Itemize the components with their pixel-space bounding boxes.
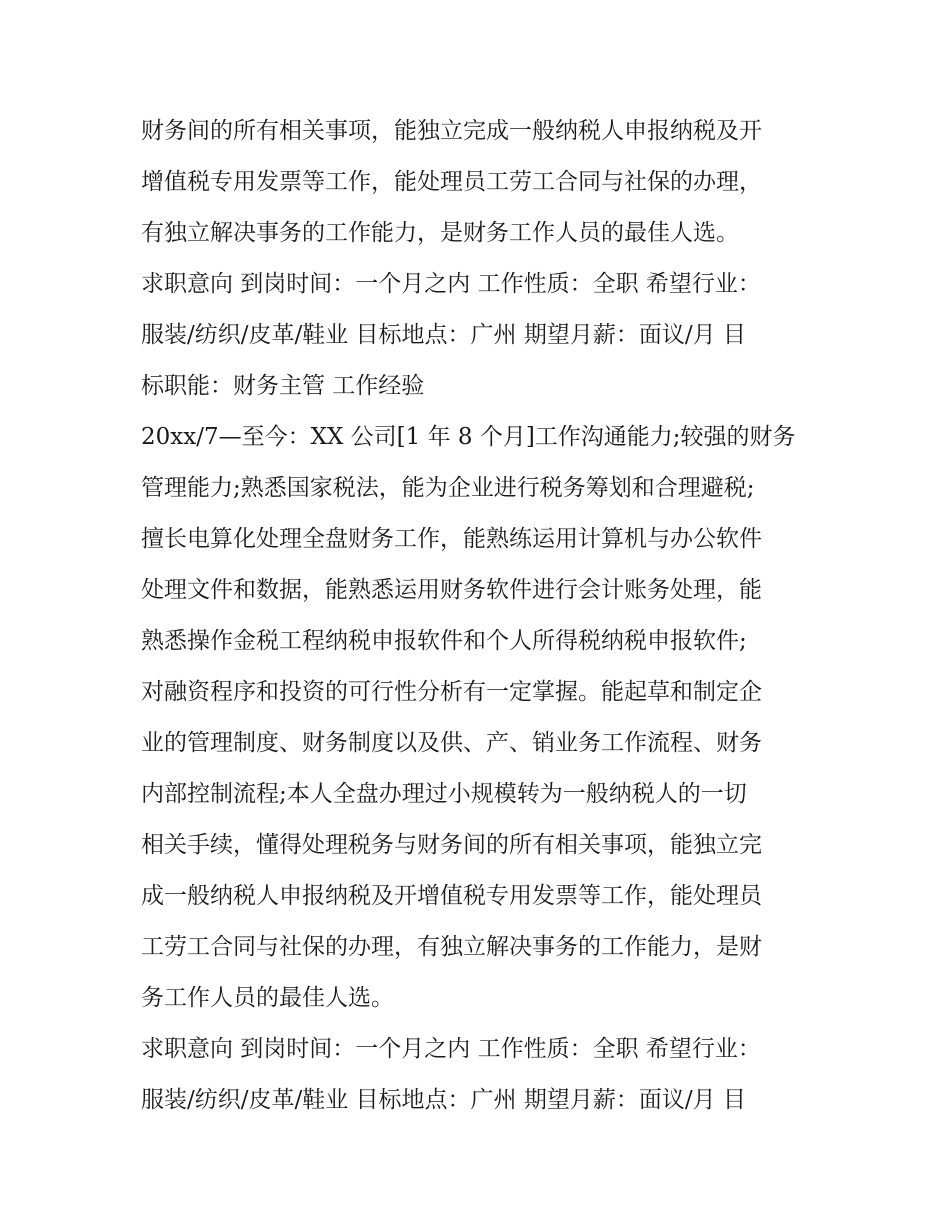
text-line: 标职能：财务主管 工作经验: [141, 373, 425, 399]
text-line: 求职意向 到岗时间：一个月之内 工作性质：全职 希望行业：: [141, 271, 761, 297]
text-line: 务工作人员的最佳人选。: [141, 985, 394, 1011]
text-line: 擅长电算化处理全盘财务工作，能熟练运用计算机与办公软件: [141, 526, 762, 552]
document-body: [141, 106, 821, 1126]
text-line: 求职意向 到岗时间：一个月之内 工作性质：全职 希望行业：: [141, 1036, 761, 1062]
text-line: 财务间的所有相关事项，能独立完成一般纳税人申报纳税及开: [141, 118, 762, 144]
text-line: 20xx/7—至今：XX 公司[1 年 8 个月]工作沟通能力;较强的财务: [141, 424, 796, 450]
text-line: 管理能力;熟悉国家税法，能为企业进行税务筹划和合理避税;: [141, 475, 755, 501]
text-line: 熟悉操作金税工程纳税申报软件和个人所得税纳税申报软件;: [141, 628, 747, 654]
text-line: 处理文件和数据，能熟悉运用财务软件进行会计账务处理，能: [141, 577, 762, 603]
text-line: 增值税专用发票等工作，能处理员工劳工合同与社保的办理，: [141, 169, 762, 195]
text-line: 对融资程序和投资的可行性分析有一定掌握。能起草和制定企: [141, 679, 762, 705]
text-line: 服装/纺织/皮革/鞋业 目标地点：广州 期望月薪：面议/月 目: [141, 322, 746, 348]
text-line: 内部控制流程;本人全盘办理过小规模转为一般纳税人的一切: [141, 781, 747, 807]
text-line: 成一般纳税人申报纳税及开增值税专用发票等工作，能处理员: [141, 883, 762, 909]
text-line: 服装/纺织/皮革/鞋业 目标地点：广州 期望月薪：面议/月 目: [141, 1087, 746, 1113]
text-line: 业的管理制度、财务制度以及供、产、销业务工作流程、财务: [141, 730, 762, 756]
text-line: 有独立解决事务的工作能力，是财务工作人员的最佳人选。: [141, 220, 739, 246]
text-line: 工劳工合同与社保的办理，有独立解决事务的工作能力，是财: [141, 934, 762, 960]
text-line: 相关手续，懂得处理税务与财务间的所有相关事项，能独立完: [141, 832, 762, 858]
